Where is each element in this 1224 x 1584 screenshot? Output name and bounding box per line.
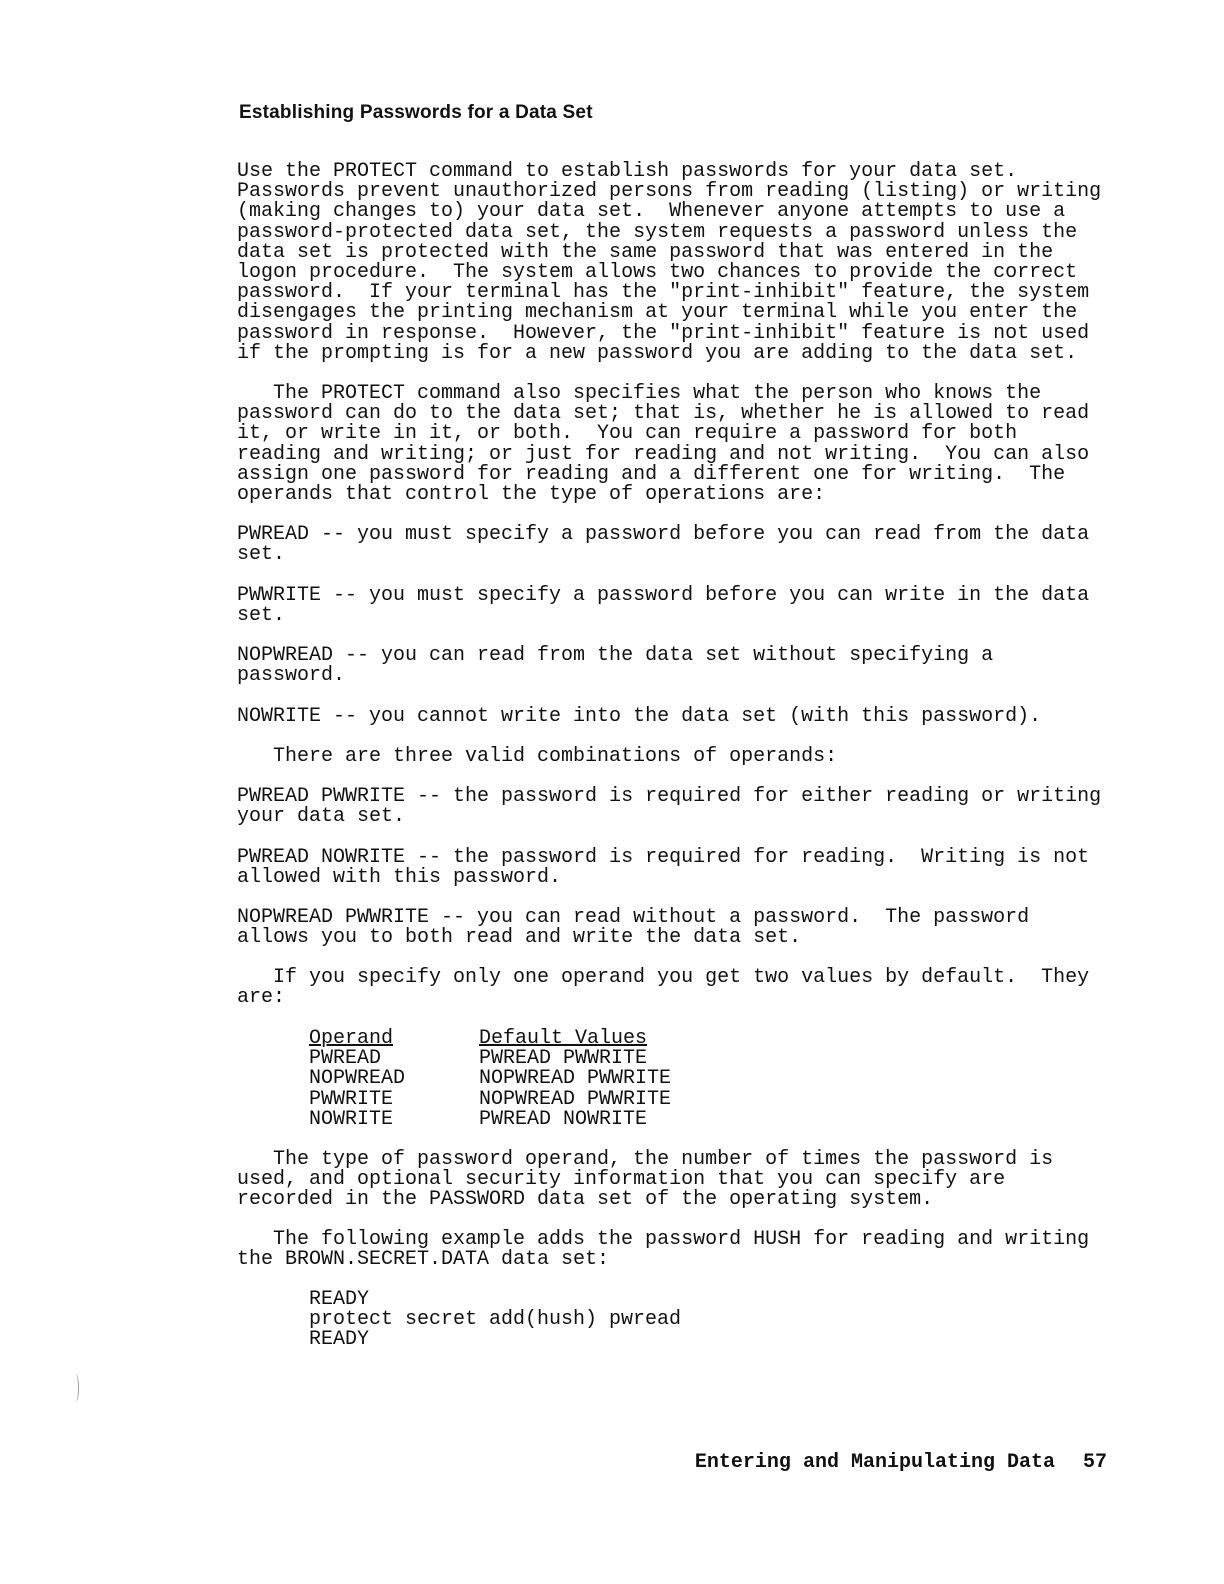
table-row <box>309 1087 672 1111</box>
table-header-default-values: Default Values <box>479 1027 648 1050</box>
paragraph-defaults: If you specify only one operand you get two values by default. They are: <box>237 966 1090 1010</box>
combination-pwread-pwwrite: PWREAD PWWRITE -- the password is required for either reading or writing your data set. <box>237 785 1102 829</box>
paragraph-password-dataset: The type of password operand, the number of times the password is used, and optional security information that you can specify are recorded in the PASSWORD data set of the operating system. <box>237 1148 1054 1212</box>
page-footer <box>695 1451 1107 1474</box>
table-cell-values: PWREAD NOWRITE <box>479 1107 648 1131</box>
operand-nopwread: NOPWREAD -- you can read from the data set without specifying a password. <box>237 644 994 688</box>
table-cell-values: NOPWREAD PWWRITE <box>479 1067 672 1091</box>
table-cell-values: PWREAD PWWRITE <box>479 1047 648 1071</box>
table-row <box>309 1049 671 1069</box>
paragraph-example-intro: The following example adds the password HUSH for reading and writing the BROWN.SECRET.DATA data set: <box>237 1228 1090 1272</box>
table-cell-values: NOPWREAD PWWRITE <box>479 1087 672 1111</box>
paragraph-protect-command: The PROTECT command also specifies what the person who knows the password can do to the data set; that is, whether he is allowed to read it, or write in it, or both. You can require a password for both reading and writing; or just for reading and not writing. You can also assign one password for reading and a different one for writing. The operands that control the type of operations are: <box>237 382 1090 507</box>
table-row <box>309 1069 671 1089</box>
operand-nowrite: NOWRITE -- you cannot write into the data set (with this password). <box>237 705 1042 728</box>
table-row <box>309 1107 671 1131</box>
example-code-block: READY protect secret add(hush) pwread READY <box>309 1288 682 1352</box>
table-cell-operand: PWREAD <box>309 1047 382 1071</box>
page-number: 57 <box>1082 1451 1107 1474</box>
table-cell-operand: PWWRITE <box>309 1087 394 1111</box>
defaults-table <box>309 1029 671 1130</box>
table-cell-operand: NOWRITE <box>309 1107 394 1131</box>
section-heading: Establishing Passwords for a Data Set <box>239 102 593 123</box>
paragraph-intro: Use the PROTECT command to establish passwords for your data set. Passwords prevent unauthorized persons from reading (listing) or writing (making changes to) your data set. Whenever anyone attempts to use a password-protected data set, the system requests a password unless the data set is protected with the same password that was entered in the logon procedure. The system allows two chances to provide the correct password. If your terminal has the "print-inhibit" feature, the system disengages the printing mechanism at your terminal while you enter the password in response. However, the "print-inhibit" feature is not used if the prompting is for a new password you are adding to the data set. <box>237 160 1102 365</box>
footer-section-title: Entering and Manipulating Data <box>694 1451 1055 1474</box>
combination-nopwread-pwwrite: NOPWREAD PWWRITE -- you can read without a password. The password allows you to both read and write the data set. <box>237 906 1030 950</box>
table-header-operand: Operand <box>309 1027 394 1050</box>
combination-pwread-nowrite: PWREAD NOWRITE -- the password is required for reading. Writing is not allowed with this password. <box>237 846 1090 890</box>
table-header-row <box>309 1029 671 1049</box>
operand-pwread: PWREAD -- you must specify a password before you can read from the data set. <box>237 523 1090 567</box>
operand-pwwrite: PWWRITE -- you must specify a password before you can write in the data set. <box>237 584 1090 628</box>
table-cell-operand: NOPWREAD <box>309 1067 406 1091</box>
paragraph-combinations: There are three valid combinations of operands: <box>273 745 838 768</box>
margin-mark <box>72 1374 79 1402</box>
